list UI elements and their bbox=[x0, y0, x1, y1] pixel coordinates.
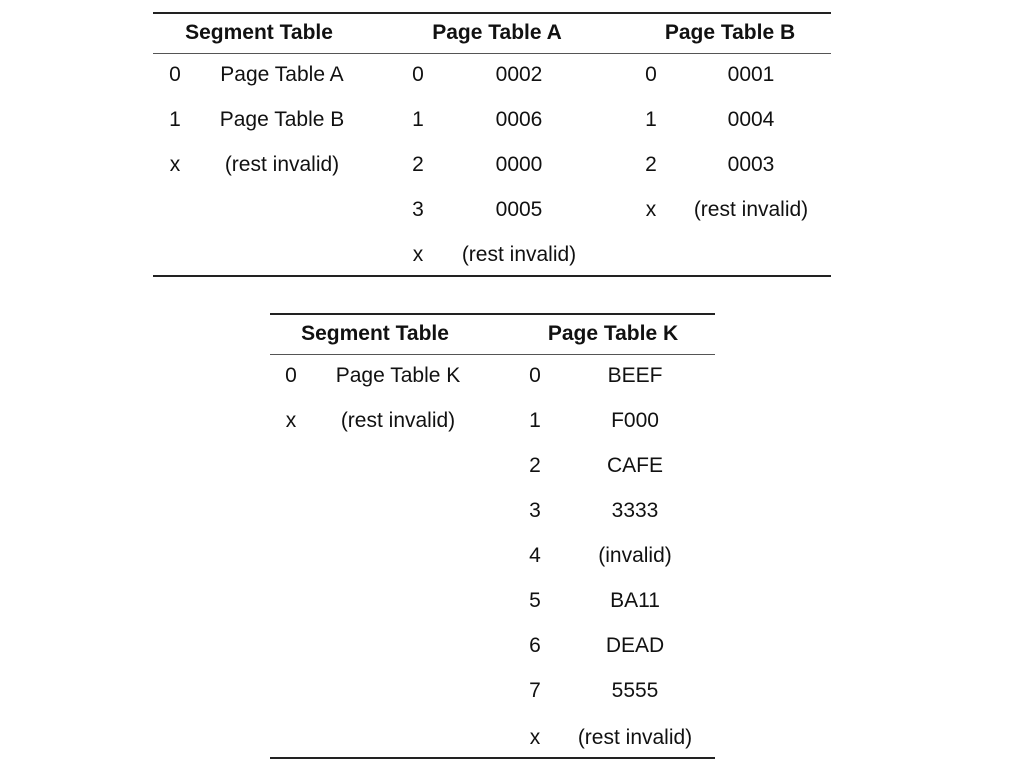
page-k-row-index: 7 bbox=[529, 679, 541, 702]
table-2-top-rule bbox=[270, 313, 715, 315]
page-k-row-value: 3333 bbox=[611, 499, 659, 522]
segment-row-index: 1 bbox=[169, 108, 181, 131]
page-a-row-value: 0002 bbox=[495, 63, 543, 86]
page-a-row-index: 2 bbox=[412, 153, 424, 176]
table-1-top-rule bbox=[153, 12, 831, 14]
page-k-row-value: (rest invalid) bbox=[577, 726, 693, 749]
page-b-row-index: 2 bbox=[645, 153, 657, 176]
segment-row-index: 0 bbox=[169, 63, 181, 86]
table-1-bottom-rule bbox=[153, 275, 831, 277]
page-k-row-index: 2 bbox=[529, 454, 541, 477]
page-k-row-value: CAFE bbox=[606, 454, 664, 477]
page-a-row-value: (rest invalid) bbox=[461, 243, 577, 266]
page-b-row-value: 0001 bbox=[727, 63, 775, 86]
page-b-row-value: 0003 bbox=[727, 153, 775, 176]
segment-row-index: x bbox=[285, 409, 297, 432]
page-a-row-value: 0000 bbox=[495, 153, 543, 176]
page-a-row-index: 3 bbox=[412, 198, 424, 221]
page-table-k-header: Page Table K bbox=[547, 322, 679, 345]
page-k-row-value: BA11 bbox=[610, 589, 660, 612]
page-b-row-value: 0004 bbox=[727, 108, 775, 131]
page-k-row-value: (invalid) bbox=[598, 544, 672, 567]
page-k-row-index: 5 bbox=[529, 589, 541, 612]
page-a-row-value: 0005 bbox=[495, 198, 543, 221]
segment-row-value: Page Table B bbox=[219, 108, 345, 131]
page-k-row-index: 1 bbox=[529, 409, 541, 432]
table-2-bottom-rule bbox=[270, 757, 715, 759]
page-a-row-index: x bbox=[412, 243, 424, 266]
page-b-row-value: (rest invalid) bbox=[693, 198, 809, 221]
page-b-row-index: 1 bbox=[645, 108, 657, 131]
page-k-row-index: x bbox=[529, 726, 541, 749]
page-k-row-index: 0 bbox=[529, 364, 541, 387]
page-b-row-index: x bbox=[645, 198, 657, 221]
page-k-row-value: DEAD bbox=[605, 634, 665, 657]
page-k-row-index: 3 bbox=[529, 499, 541, 522]
page-k-row-value: F000 bbox=[611, 409, 659, 432]
table-2-header-rule bbox=[270, 354, 715, 355]
segment-row-value: Page Table K bbox=[335, 364, 461, 387]
page-k-row-index: 6 bbox=[529, 634, 541, 657]
page-k-row-value: 5555 bbox=[611, 679, 659, 702]
table-1-header-rule bbox=[153, 53, 831, 54]
segment-row-index: x bbox=[169, 153, 181, 176]
segment-row-index: 0 bbox=[285, 364, 297, 387]
page-k-row-index: 4 bbox=[529, 544, 541, 567]
segment-row-value: Page Table A bbox=[220, 63, 344, 86]
segment-row-value: (rest invalid) bbox=[340, 409, 456, 432]
table-1-segment-table-header: Segment Table bbox=[185, 21, 333, 44]
segment-row-value: (rest invalid) bbox=[224, 153, 340, 176]
page-a-row-index: 1 bbox=[412, 108, 424, 131]
page-k-row-value: BEEF bbox=[607, 364, 663, 387]
page-b-row-index: 0 bbox=[645, 63, 657, 86]
page-table-b-header: Page Table B bbox=[664, 21, 796, 44]
page-a-row-value: 0006 bbox=[495, 108, 543, 131]
page-table-a-header: Page Table A bbox=[432, 21, 562, 44]
table-2-segment-table-header: Segment Table bbox=[301, 322, 449, 345]
page-a-row-index: 0 bbox=[412, 63, 424, 86]
